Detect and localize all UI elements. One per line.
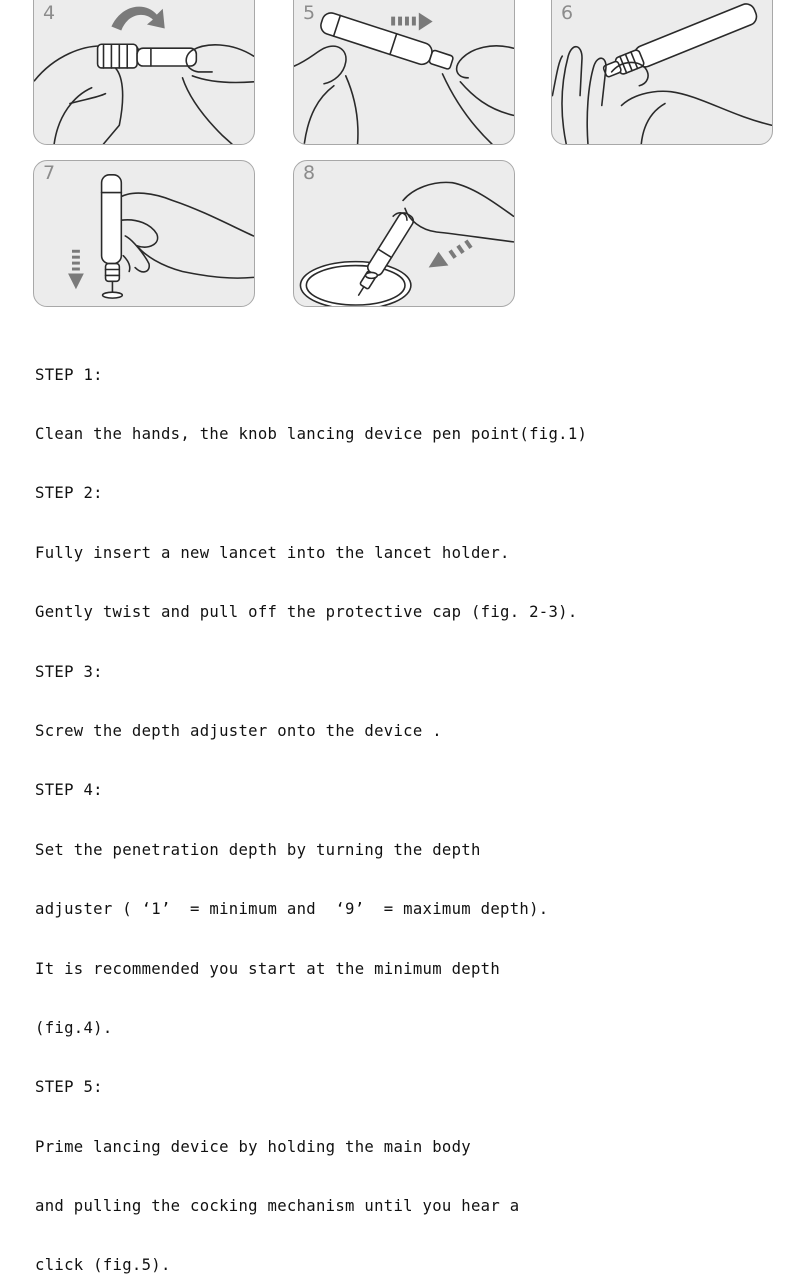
hand-pressing-device-illustration [34, 161, 254, 306]
hands-adjusting-depth-illustration [552, 0, 772, 144]
step-4-heading: STEP 4: [35, 781, 103, 800]
dispose-arrow-icon [429, 239, 473, 267]
step-2-heading: STEP 2: [35, 484, 103, 503]
figure-panel-5 [293, 0, 515, 145]
instructions-text [35, 326, 795, 1274]
step-4-line: It is recommended you start at the minimum depth [35, 959, 501, 978]
figure-panel-4 [33, 0, 255, 145]
step-4-line: Set the penetration depth by turning the depth [35, 840, 481, 859]
step-3-heading: STEP 3: [35, 662, 103, 681]
down-arrow-icon [68, 250, 84, 289]
lancing-device-icon [601, 1, 759, 82]
hands-twisting-device-illustration [34, 0, 254, 144]
figure-number: 7 [43, 162, 56, 184]
figure-panel-7 [33, 160, 255, 307]
step-5-heading: STEP 5: [35, 1078, 103, 1097]
step-4-line: (fig.4). [35, 1018, 113, 1037]
figure-number: 6 [561, 2, 574, 24]
figure-panel-8 [293, 160, 515, 307]
figure-number: 5 [303, 2, 316, 24]
step-5-line: and pulling the cocking mechanism until you hear a [35, 1197, 520, 1216]
step-3-line: Screw the depth adjuster onto the device . [35, 721, 442, 740]
figure-number: 8 [303, 162, 316, 184]
hand-disposing-lancet-illustration [294, 161, 514, 306]
step-2-line: Fully insert a new lancet into the lancet holder. [35, 543, 510, 562]
step-4-line: adjuster ( ‘1’ = minimum and ‘9’ = maximum depth). [35, 900, 549, 919]
step-5-line: click (fig.5). [35, 1256, 171, 1274]
figure-number: 4 [43, 2, 56, 24]
twist-arrow-icon [111, 7, 164, 31]
step-1-line: Clean the hands, the knob lancing device pen point(fig.1) [35, 424, 588, 443]
figure-panel-6 [551, 0, 773, 145]
step-2-line: Gently twist and pull off the protective cap (fig. 2-3). [35, 603, 578, 622]
step-5-line: Prime lancing device by holding the main body [35, 1137, 471, 1156]
step-1-heading: STEP 1: [35, 365, 103, 384]
pull-arrow-icon [391, 13, 432, 31]
hands-pulling-device-illustration [294, 0, 514, 144]
